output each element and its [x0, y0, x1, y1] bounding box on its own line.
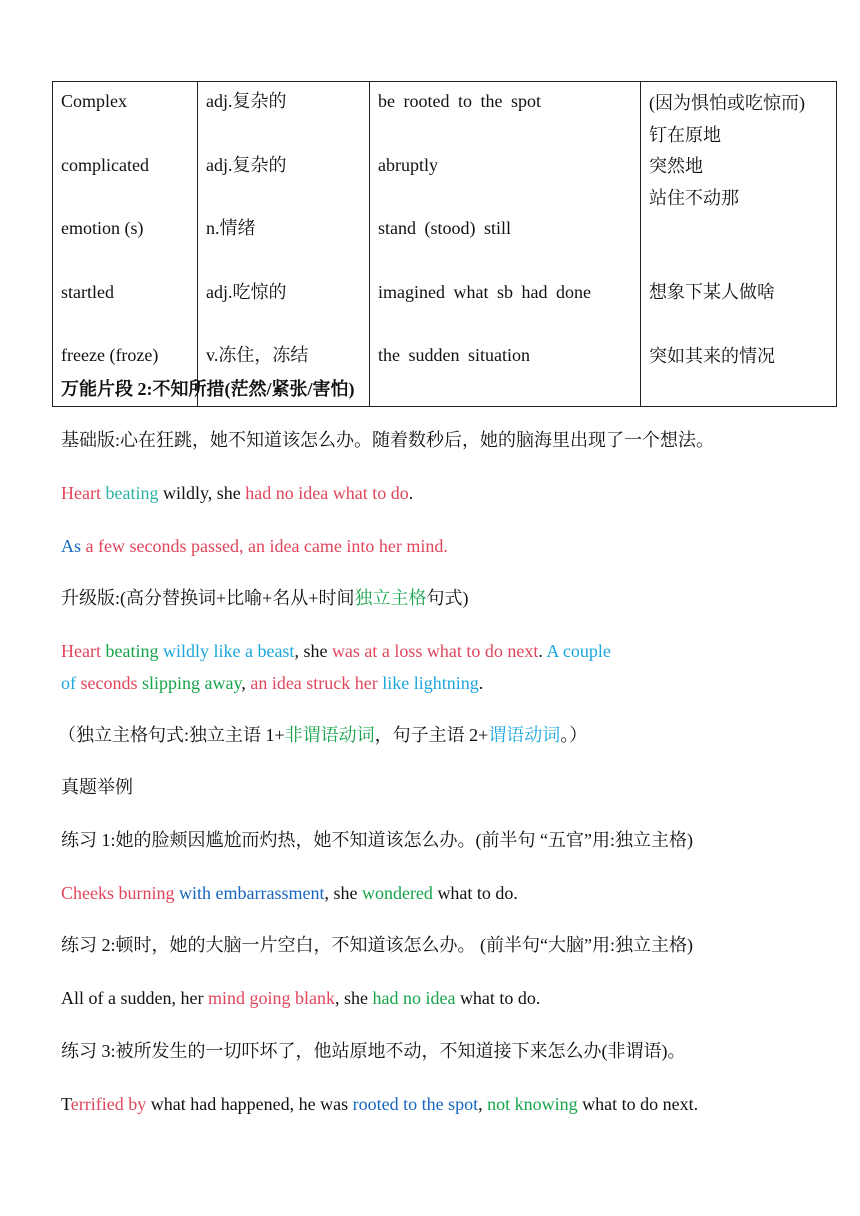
text-span: .	[478, 673, 484, 693]
text-span: seconds	[76, 673, 138, 693]
text-span: like lightning	[377, 673, 479, 693]
exercise-2-answer	[61, 987, 540, 1009]
text-span: 非谓语动词	[284, 725, 375, 745]
text-span: wildly, she	[158, 483, 246, 503]
word-cell: complicated	[61, 154, 149, 175]
text-span: what to do next.	[577, 1094, 699, 1114]
basic-sentence-2	[61, 535, 448, 557]
english-words-column	[53, 82, 198, 407]
examples-label: 真题举例	[61, 777, 133, 797]
text-span: slipping away	[137, 673, 242, 693]
text-span: ，句子主语 2+	[374, 725, 489, 745]
text-span: ,	[241, 673, 251, 693]
text-span: , she	[324, 883, 362, 903]
text-span: ,	[478, 1094, 488, 1114]
exercise-2-prompt: 练习 2:顿时，她的大脑一片空白，不知道该怎么办。 (前半句“大脑”用:独立主格)	[61, 935, 693, 955]
phrase-meaning-spacer	[649, 214, 828, 277]
text-span: what to do.	[455, 988, 541, 1008]
exercise-3-answer	[61, 1093, 698, 1115]
phrase-cell: stand (stood) still	[378, 218, 511, 238]
word-cell: emotion (s)	[61, 218, 144, 238]
meaning-cell: v.冻住，冻结	[206, 345, 309, 365]
word-cell: Complex	[61, 91, 127, 111]
text-span: mind going blank	[207, 988, 335, 1008]
text-span: Heart	[61, 641, 101, 661]
text-span: rooted to the spot	[352, 1094, 479, 1114]
text-span: what had happened, he was	[146, 1094, 353, 1114]
pattern-note	[58, 724, 587, 746]
exercise-3-prompt: 练习 3:被所发生的一切吓坏了，他站原地不动，不知道接下来怎么办(非谓语)。	[61, 1041, 686, 1061]
meaning-cell: n.情绪	[206, 218, 256, 238]
text-span: of	[61, 673, 76, 693]
text-span: had no idea	[372, 988, 456, 1008]
text-span: was at a loss what to do next	[331, 641, 539, 661]
upgrade-sentence-line-2	[61, 672, 483, 694]
text-span: an idea struck her	[250, 673, 378, 693]
upgrade-sentence-line-1	[61, 640, 611, 662]
exercise-1-answer	[61, 882, 518, 904]
section-heading: 万能片段 2:不知所措(茫然/紧张/害怕)	[61, 379, 355, 399]
phrase-meaning-cell: 钉在原地	[649, 124, 721, 145]
phrase-meanings-column	[641, 82, 837, 407]
word-cell: startled	[61, 281, 114, 302]
text-span: 升级版:(高分替换词+比喻+名从+时间	[61, 588, 355, 608]
word-cell: freeze (froze)	[61, 345, 159, 365]
meaning-cell: adj.复杂的	[206, 91, 287, 111]
text-span: A couple	[546, 641, 611, 661]
text-span: wildly like a beast	[158, 641, 295, 661]
phrase-meaning-cell: 站住不动那	[649, 187, 739, 208]
text-span: , she	[294, 641, 332, 661]
meaning-cell: adj.吃惊的	[206, 281, 287, 302]
text-span: As	[61, 536, 82, 556]
exercise-1-prompt: 练习 1:她的脸颊因尴尬而灼热，她不知道该怎么办。(前半句 “五官”用:独立主格)	[61, 830, 693, 850]
phrases-column	[370, 82, 641, 407]
phrase-meaning-spacer	[649, 309, 828, 341]
vocabulary-table	[52, 81, 837, 407]
text-span: 。）	[560, 725, 588, 745]
phrase-meaning-cell: 想象下某人做啥	[649, 282, 775, 302]
text-span: 谓语动词	[488, 725, 561, 745]
text-span: a few seconds passed, an idea came into her mind.	[81, 536, 448, 556]
phrase-meaning-cell: 突如其来的情况	[649, 345, 775, 366]
text-span: Heart	[61, 483, 101, 503]
basic-sentence-1	[61, 482, 413, 504]
text-span: beating	[100, 483, 159, 503]
phrase-cell: the sudden situation	[378, 345, 530, 365]
text-span: with embarrassment	[174, 883, 325, 903]
text-span: what to do.	[432, 883, 518, 903]
text-span: .	[408, 483, 414, 503]
text-span: All of a sudden, her	[61, 988, 208, 1008]
text-span: , she	[334, 988, 373, 1008]
text-span: （独立主格句式:独立主语 1+	[58, 725, 285, 745]
phrase-meaning-cell: (因为惧怕或吃惊而)	[649, 93, 805, 113]
text-span: errified by	[70, 1094, 147, 1114]
text-span: not knowing	[487, 1094, 578, 1114]
phrase-cell: abruptly	[378, 154, 438, 175]
text-span: 句式)	[426, 588, 469, 608]
text-span: Cheeks burning	[61, 883, 175, 903]
meaning-cell: adj.复杂的	[206, 154, 287, 175]
upgrade-version-label	[61, 587, 468, 609]
text-span: .	[538, 641, 547, 661]
meanings-column	[198, 82, 370, 407]
basic-version-label: 基础版:心在狂跳，她不知道该怎么办。随着数秒后，她的脑海里出现了一个想法。	[61, 430, 714, 450]
text-span: T	[61, 1094, 71, 1114]
text-span: 独立主格	[354, 588, 427, 608]
text-span: had no idea what to do	[245, 483, 409, 503]
phrase-meaning-cell: 突然地	[649, 156, 703, 176]
phrase-cell: be rooted to the spot	[378, 91, 541, 111]
text-span: beating	[100, 641, 159, 661]
phrase-cell: imagined what sb had done	[378, 281, 591, 302]
text-span: wondered	[361, 883, 433, 903]
